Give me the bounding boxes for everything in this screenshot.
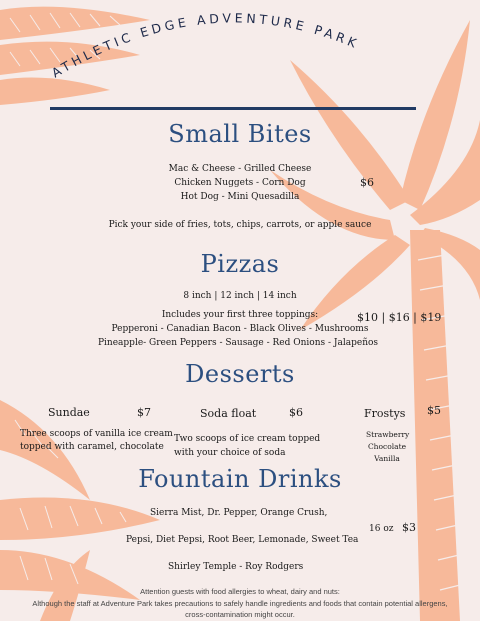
- drinks-size: 16 oz: [369, 524, 394, 534]
- drinks-line-1: Sierra Mist, Dr. Pepper, Orange Crush,: [150, 508, 328, 518]
- allergy-note-line-3: cross-contamination might occur.: [185, 610, 295, 619]
- small-bites-line-3: Hot Dog - Mini Quesadilla: [180, 192, 300, 202]
- sundae-desc-2: topped with caramel, chocolate: [20, 442, 164, 452]
- small-bites-line-2: Chicken Nuggets - Corn Dog: [174, 178, 306, 188]
- pizza-sizes: 8 inch | 12 inch | 14 inch: [183, 291, 297, 301]
- small-bites-heading: Small Bites: [168, 120, 312, 148]
- allergy-note-line-2: Although the staff at Adventure Park takes precautions to safely handle ingredients and foods that contain potential allergens,: [32, 599, 448, 608]
- pizza-toppings-line-1: Pepperoni - Canadian Bacon - Black Olives - Mushrooms: [111, 324, 369, 334]
- frostys-flavor-chocolate: Chocolate: [367, 442, 407, 451]
- soda-float-desc-1: Two scoops of ice cream topped: [174, 434, 321, 444]
- soda-float-price: $6: [289, 406, 303, 419]
- soda-float-name: Soda float: [200, 407, 257, 420]
- frostys-flavor-strawberry: Strawberry: [366, 430, 410, 439]
- soda-float-desc-2: with your choice of soda: [174, 448, 286, 458]
- frostys-name: Frostys: [364, 407, 406, 420]
- pizza-toppings-line-2: Pineapple- Green Peppers - Sausage - Red Onions - Jalapeños: [98, 338, 379, 348]
- small-bites-side-note: Pick your side of fries, tots, chips, carrots, or apple sauce: [108, 220, 372, 230]
- pizzas-heading: Pizzas: [200, 250, 280, 278]
- desserts-heading: Desserts: [185, 360, 295, 388]
- frostys-flavor-vanilla: Vanilla: [374, 454, 400, 463]
- small-bites-line-1: Mac & Cheese - Grilled Cheese: [168, 164, 312, 174]
- sundae-desc-1: Three scoops of vanilla ice cream: [20, 429, 173, 439]
- sundae-price: $7: [137, 406, 151, 419]
- drinks-price: $3: [402, 521, 416, 534]
- header-divider: [50, 107, 416, 110]
- allergy-note-line-1: Attention guests with food allergies to wheat, dairy and nuts:: [140, 587, 340, 596]
- sundae-name: Sundae: [48, 406, 90, 419]
- park-name-arc: [0, 0, 480, 110]
- drinks-line-2: Pepsi, Diet Pepsi, Root Beer, Lemonade, Sweet Tea: [126, 535, 359, 545]
- fountain-drinks-heading: Fountain Drinks: [138, 465, 342, 493]
- svg-text:ATHLETIC EDGE ADVENTURE PARK: [49, 10, 362, 80]
- pizza-toppings-intro: Includes your first three toppings:: [161, 310, 319, 320]
- drinks-line-3: Shirley Temple - Roy Rodgers: [168, 562, 304, 572]
- pizza-prices: $10 | $16 | $19: [357, 311, 442, 324]
- small-bites-price: $6: [360, 176, 374, 189]
- park-name: ATHLETIC EDGE ADVENTURE PARK: [48, 10, 362, 81]
- frostys-price: $5: [427, 404, 441, 417]
